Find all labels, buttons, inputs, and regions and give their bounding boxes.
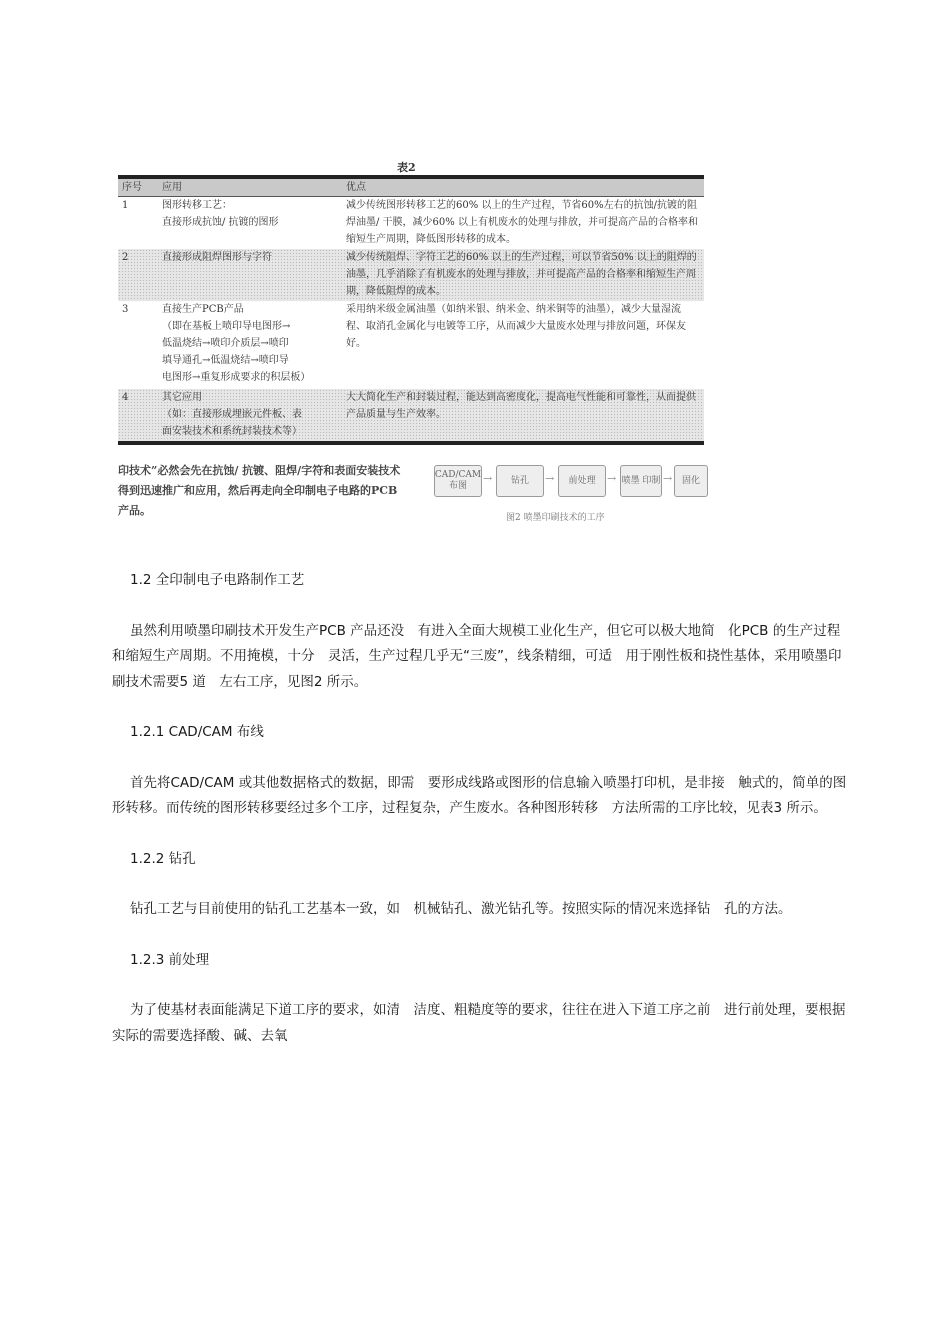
section-heading: 1.2.1 CAD/CAM 布线 [130,724,264,740]
header-advantages: 优点 [346,182,366,193]
flow-caption: 图2 喷墨印刷技术的工序 [506,513,605,523]
row-application: 其它应用 （如：直接形成埋嵌元件板、表 面安装技术和系统封装技术等） [162,392,302,437]
section-heading: 1.2 全印制电子电路制作工艺 [130,572,305,588]
flow-step-cad-cam: CAD/CAM 布图 [434,465,482,497]
row-number: 4 [122,392,129,403]
arrow-icon: → [663,472,673,485]
arrow-icon: → [483,472,493,485]
row-number: 2 [122,252,129,263]
section-heading: 1.2.2 钻孔 [130,850,196,867]
flow-step-drilling: 钻孔 [496,465,544,497]
row-application: 直接形成阻焊图形与字符 [162,252,272,263]
scanned-figure-image [112,155,712,530]
arrow-icon: → [545,472,555,485]
table-header-row [118,179,704,196]
flow-step-curing: 固化 [674,465,708,497]
article-body [112,568,852,1074]
paragraph: 钻孔工艺与目前使用的钻孔工艺基本一致，如 机械钻孔、激光钻孔等。按照实际的情况来选择钻 孔的方法。 [130,901,792,917]
row-advantages: 减少传统图形转移工艺的60% 以上的生产过程，节省60%左右的抗蚀/抗镀的阻焊油墨/ 干膜，减少60% 以上有机废水的处理与排放，并可提高产品的合格率和缩短生产周期，降低图形转移的成本。 [346,200,698,245]
row-number: 3 [122,304,129,315]
row-advantages: 采用纳米级金属油墨（如纳米银、纳米金、纳米铜等的油墨），减少大量湿流程、取消孔金属化与电镀等工序，从而减少大量废水处理与排放问题，环保友好。 [346,304,686,349]
row-application: 图形转移工艺： 直接形成抗蚀/ 抗镀的图形 [162,200,279,228]
row-number: 1 [122,200,129,211]
header-application: 应用 [162,182,182,193]
table-row [118,301,704,389]
flow-step-pretreatment: 前处理 [558,465,606,497]
paragraph: 首先将CAD/CAM 或其他数据格式的数据，即需 要形成线路或图形的信息输入喷墨打印机，是非接 触式的，简单的图形转移。而传统的图形转移要经过多个工序，过程复杂，产生废水。各种图形转移 方法所需的工序比较，见表3 所示。 [112,774,847,816]
table-row [118,389,704,441]
table-caption: 表2 [397,161,416,174]
advantages-table [118,175,704,445]
paragraph: 虽然利用喷墨印刷技术开发生产PCB 产品还没 有进入全面大规模工业化生产，但它可以极大地简 化PCB 的生产过程和缩短生产周期。不用掩模，十分 灵活，生产过程几乎无“三废”，线条精细，可适 用于刚性板和挠性基体，采用喷墨印刷技术需要5 道 左右工序，见图2 所示。 [112,622,842,690]
flow-step-inkjet-printing: 喷墨 印制 [620,465,662,497]
figure-side-text: 印技术”必然会先在抗蚀/ 抗镀、阻焊/字符和表面安装技术得到迅速推广和应用，然后再走向全印制电子电路的PCB产品。 [118,464,401,517]
paragraph: 为了使基材表面能满足下道工序的要求，如清 洁度、粗糙度等的要求，往往在进入下道工序之前 进行前处理，要根据实际的需要选择酸、碱、去氧 [112,1002,846,1044]
header-number: 序号 [122,182,142,193]
table-bottom-rule [118,441,704,445]
row-application: 直接生产PCB产品 （即在基板上喷印导电图形→ 低温烧结→喷印介质层→喷印 填导通孔→低温烧结→喷印导 电图形→重复形成要求的积层板） [162,304,311,383]
row-advantages: 大大简化生产和封装过程，能达到高密度化，提高电气性能和可靠性，从而提供产品质量与生产效率。 [346,392,696,420]
table-row [118,197,704,249]
table-row [118,249,704,301]
arrow-icon: → [607,472,617,485]
section-heading: 1.2.3 前处理 [130,951,210,968]
process-flow-diagram [434,460,706,523]
row-advantages: 减少传统阻焊、字符工艺的60% 以上的生产过程，可以节省50% 以上的阻焊的油墨，几乎消除了有机废水的处理与排放，并可提高产品的合格率和缩短生产周期，降低阻焊的成本。 [346,252,697,297]
